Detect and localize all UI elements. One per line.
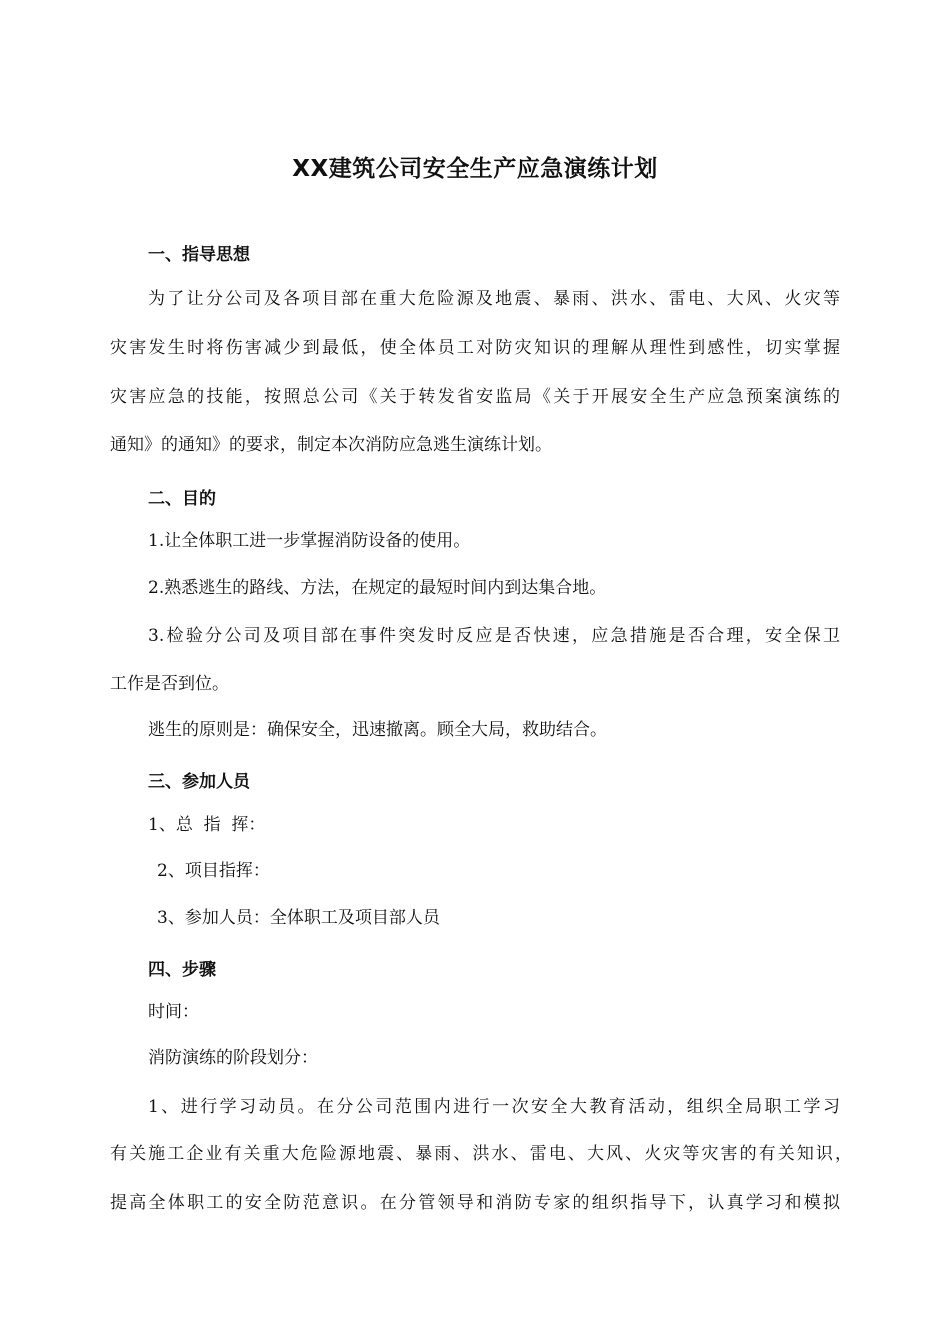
list-item: 3.检验分公司及项目部在事件突发时反应是否快速，应急措施是否合理，安全保卫 <box>148 626 840 646</box>
document-title: XX建筑公司安全生产应急演练计划 <box>292 156 658 182</box>
section-heading-purpose: 二、目的 <box>148 489 216 509</box>
section-heading-guiding-ideology: 一、指导思想 <box>148 245 250 265</box>
phases-label: 消防演练的阶段划分： <box>148 1048 318 1068</box>
list-item-continuation: 工作是否到位。 <box>110 674 229 694</box>
section-heading-steps: 四、步骤 <box>148 960 216 980</box>
list-item: 1、总 指 挥： <box>148 815 266 835</box>
list-item: 1.让全体职工进一步掌握消防设备的使用。 <box>148 531 471 551</box>
paragraph-line: 1、进行学习动员。在分公司范围内进行一次安全大教育活动，组织全局职工学习 <box>148 1097 840 1117</box>
paragraph-line: 有关施工企业有关重大危险源地震、暴雨、洪水、雷电、大风、火灾等灾害的有关知识， <box>110 1144 852 1164</box>
list-item: 2、项目指挥： <box>157 861 270 881</box>
paragraph-line: 灾害应急的技能，按照总公司《关于转发省安监局《关于开展安全生产应急预案演练的 <box>110 387 840 407</box>
escape-principle: 逃生的原则是：确保安全，迅速撤离。顾全大局，救助结合。 <box>148 720 607 740</box>
paragraph-line: 提高全体职工的安全防范意识。在分管领导和消防专家的组织指导下，认真学习和模拟 <box>110 1193 840 1213</box>
list-item: 3、参加人员：全体职工及项目部人员 <box>157 908 440 928</box>
list-item: 2.熟悉逃生的路线、方法，在规定的最短时间内到达集合地。 <box>148 578 607 598</box>
section-heading-participants: 三、参加人员 <box>148 772 250 792</box>
paragraph-line: 灾害发生时将伤害减少到最低，使全体员工对防灾知识的理解从理性到感性，切实掌握 <box>110 338 840 358</box>
paragraph-line: 通知》的通知》的要求，制定本次消防应急逃生演练计划。 <box>110 435 552 455</box>
paragraph-line: 为了让分公司及各项目部在重大危险源及地震、暴雨、洪水、雷电、大风、火灾等 <box>148 289 840 309</box>
time-label: 时间： <box>148 1002 199 1022</box>
